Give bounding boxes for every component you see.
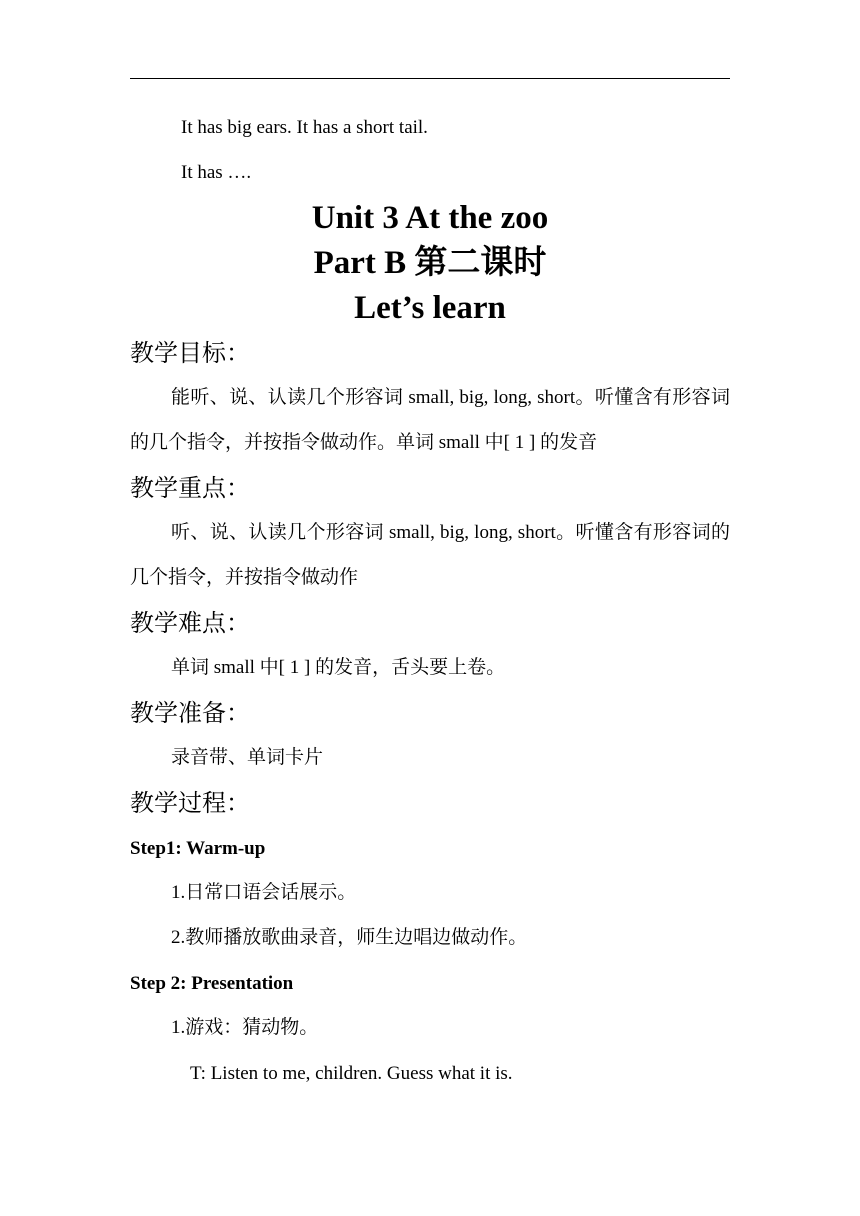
key-points-heading: 教学重点：: [130, 474, 250, 502]
objectives-body: 能听、说、认读几个形容词 small, big, long, short。听懂含有形容词的几个指令，并按指令做动作。单词 small 中[ 1 ] 的发音: [130, 387, 730, 453]
preparation-body: 录音带、单词卡片: [171, 747, 324, 768]
step1-item-1: 1.日常口语会话展示。: [171, 882, 357, 903]
title-lesson: Let’s learn: [354, 290, 506, 326]
difficulties-heading: 教学难点：: [130, 609, 250, 637]
step2-item-1: 1.游戏：猜动物。: [171, 1017, 319, 1038]
title-unit: Unit 3 At the zoo: [311, 200, 549, 236]
objectives-heading: 教学目标：: [130, 339, 250, 367]
step2-dialogue: T: Listen to me, children. Guess what it is.: [190, 1063, 513, 1084]
intro-line-1: It has big ears. It has a short tail.: [181, 117, 428, 138]
step2-heading: Step 2: Presentation: [130, 973, 294, 994]
key-points-body: 听、说、认读几个形容词 small, big, long, short。听懂含有形容词的几个指令，并按指令做动作: [130, 522, 730, 588]
preparation-heading: 教学准备：: [130, 699, 250, 727]
difficulties-body: 单词 small 中[ 1 ] 的发音，舌头要上卷。: [171, 657, 506, 678]
process-heading: 教学过程：: [130, 789, 250, 817]
intro-line-2: It has ….: [181, 162, 252, 183]
header-rule: [130, 78, 730, 79]
step1-item-2: 2.教师播放歌曲录音，师生边唱边做动作。: [171, 927, 528, 948]
title-part: Part B 第二课时: [313, 245, 547, 281]
step1-heading: Step1: Warm-up: [130, 838, 266, 859]
